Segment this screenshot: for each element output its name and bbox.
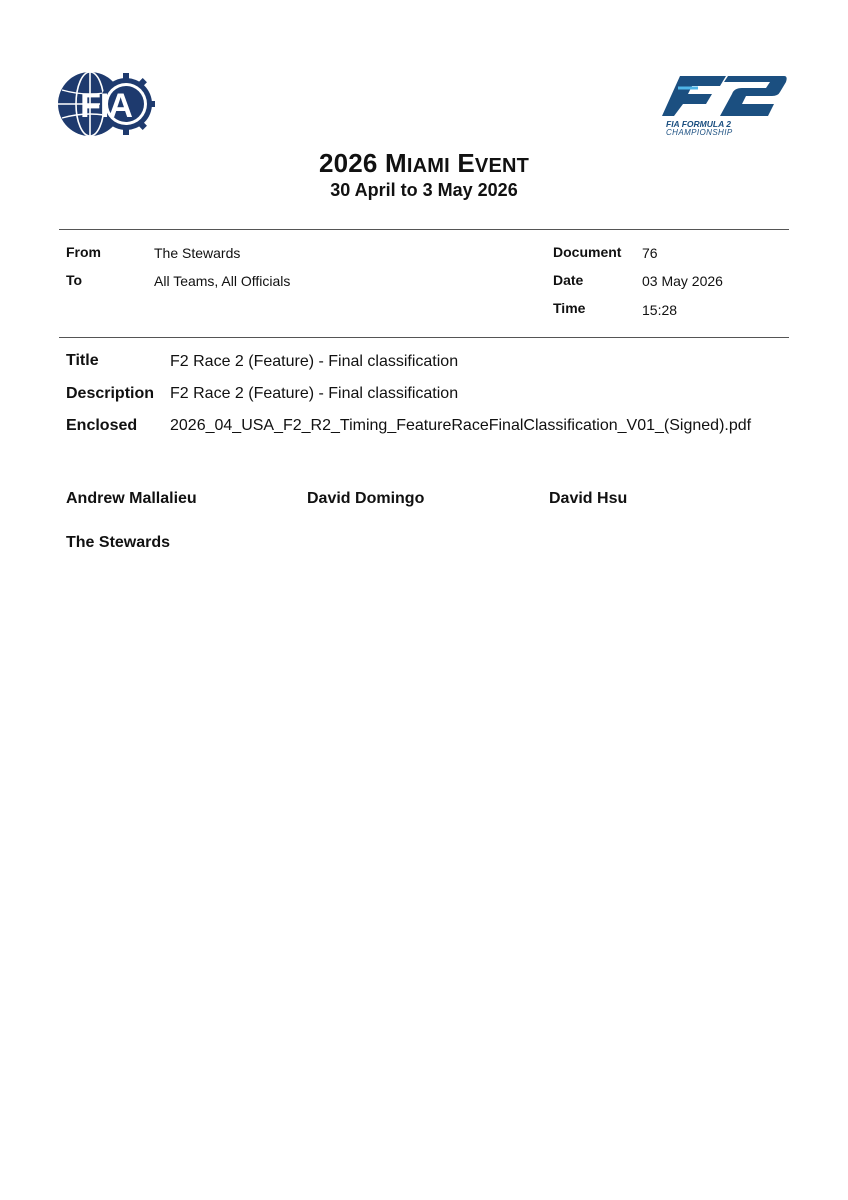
date-label: Date bbox=[553, 272, 584, 288]
event-name-rest-2: VENT bbox=[474, 155, 530, 177]
title-value: F2 Race 2 (Feature) - Final classification bbox=[170, 353, 459, 370]
event-name-initial-1: M bbox=[385, 148, 407, 178]
event-title bbox=[0, 148, 848, 179]
steward-name-3: David Hsu bbox=[549, 490, 628, 507]
time-label: Time bbox=[553, 300, 586, 316]
document-label: Document bbox=[553, 244, 622, 260]
f2-championship-logo bbox=[662, 74, 788, 136]
enclosed-label: Enclosed bbox=[66, 417, 138, 434]
event-dates: 30 April to 3 May 2026 bbox=[330, 180, 518, 200]
time-value: 15:28 bbox=[642, 302, 678, 318]
header-bottom-divider bbox=[59, 337, 789, 338]
document-value: 76 bbox=[642, 245, 658, 261]
event-name-initial-2: E bbox=[457, 148, 475, 178]
date-value: 03 May 2026 bbox=[642, 273, 723, 289]
from-label: From bbox=[66, 244, 101, 260]
event-year: 2026 bbox=[318, 148, 378, 178]
description-label: Description bbox=[66, 385, 155, 402]
svg-text:FIA: FIA bbox=[80, 87, 132, 125]
steward-name-1: Andrew Mallalieu bbox=[66, 490, 197, 507]
to-label: To bbox=[66, 272, 83, 288]
description-value: F2 Race 2 (Feature) - Final classification bbox=[170, 385, 459, 402]
svg-text:CHAMPIONSHIP: CHAMPIONSHIP bbox=[666, 128, 733, 136]
svg-text:FIA FORMULA 2: FIA FORMULA 2 bbox=[666, 119, 732, 129]
steward-name-2: David Domingo bbox=[307, 490, 425, 507]
from-value: The Stewards bbox=[154, 245, 241, 261]
to-value: All Teams, All Officials bbox=[154, 273, 291, 289]
stewards-signature: The Stewards bbox=[66, 534, 171, 551]
fia-logo bbox=[56, 70, 156, 138]
enclosed-attachment-link[interactable]: 2026_04_USA_F2_R2_Timing_FeatureRaceFinalClassification_V01_(Signed).pdf bbox=[170, 417, 752, 434]
title-label: Title bbox=[66, 352, 99, 369]
header-top-divider bbox=[59, 229, 789, 230]
event-name-rest-1: IAMI bbox=[406, 155, 450, 177]
